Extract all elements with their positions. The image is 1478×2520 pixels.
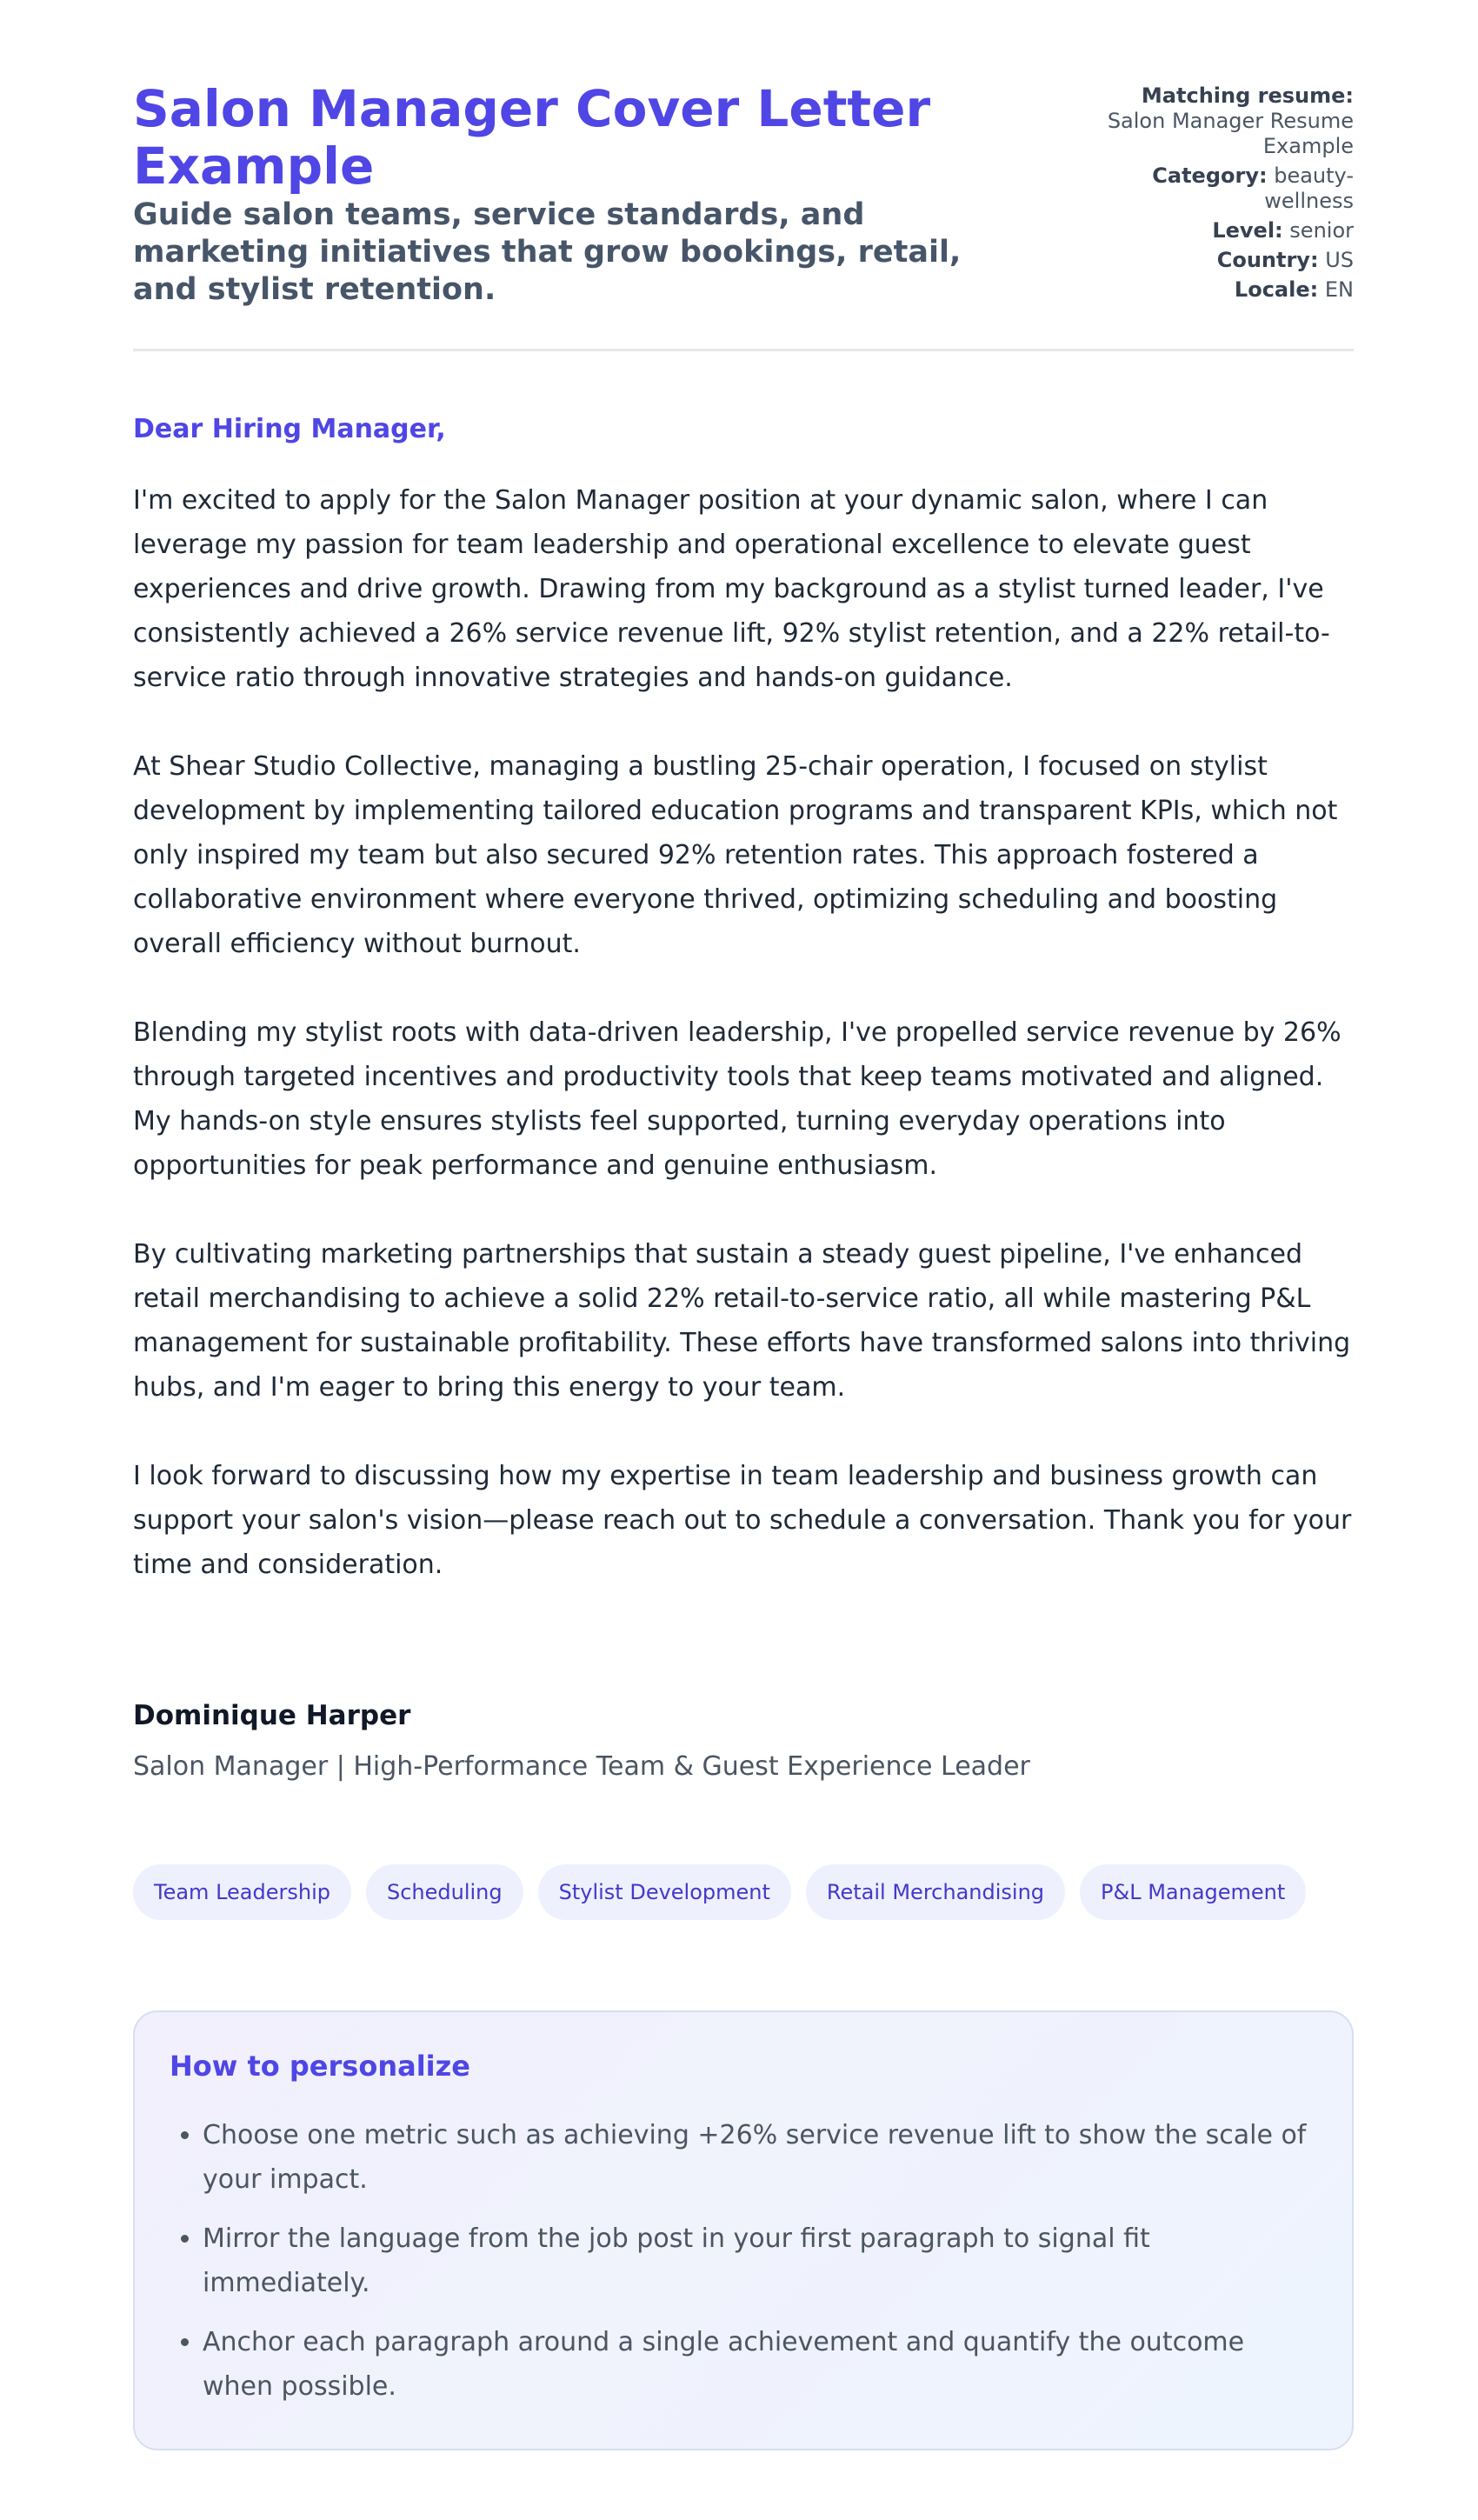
tip-item: • Anchor each paragraph around a single achievement and quantify the outcome when possible. <box>203 2320 1317 2409</box>
page-header <box>133 0 1354 351</box>
meta-level-value: senior <box>1289 218 1354 243</box>
meta-category <box>1067 163 1354 214</box>
meta-country <box>1067 248 1354 273</box>
meta-locale <box>1067 277 1354 303</box>
skill-tag: Team Leadership <box>133 1864 351 1920</box>
meta-category-label: Category: <box>1152 163 1268 188</box>
page-title: Salon Manager Cover Letter Example <box>133 79 931 196</box>
meta-category-value: beauty-wellness <box>1264 163 1354 213</box>
meta-panel <box>1067 83 1354 307</box>
skill-tag: P&L Management <box>1080 1864 1306 1920</box>
letter-paragraph: I look forward to discussing how my expertise in team leadership and business growth can support your salon's vision—please reach out to schedule a conversation. Thank you for your time and consideration. <box>133 1461 1352 1580</box>
meta-matching-resume <box>1067 83 1354 159</box>
meta-country-value: US <box>1325 248 1354 272</box>
meta-matching-resume-label: Matching resume: <box>1141 83 1354 108</box>
letter-paragraph: Blending my stylist roots with data-driven leadership, I've propelled service revenue by 26% through targeted incentives and productivity tools that keep teams motivated and aligned. My hands-on style ensures stylists feel supported, turning everyday operations into opportunities for peak performance and genuine enthusiasm. <box>133 1017 1342 1181</box>
meta-locale-label: Locale: <box>1234 277 1319 302</box>
skill-tag: Retail Merchandising <box>806 1864 1065 1920</box>
tips-title: How to personalize <box>170 2050 470 2083</box>
meta-level-label: Level: <box>1212 218 1283 243</box>
meta-locale-value: EN <box>1324 277 1354 302</box>
skill-tag: Stylist Development <box>538 1864 791 1920</box>
letter-greeting: Dear Hiring Manager, <box>133 414 446 444</box>
signature-name: Dominique Harper <box>133 1700 411 1731</box>
skill-tags <box>133 1864 1306 1920</box>
signature-title: Salon Manager | High-Performance Team & Guest Experience Leader <box>133 1751 1030 1782</box>
meta-level <box>1067 218 1354 243</box>
letter-body <box>133 478 1354 1631</box>
letter-paragraph: At Shear Studio Collective, managing a bustling 25-chair operation, I focused on stylist development by implementing tailored education programs and transparent KPIs, which not only inspired my team but also secured 92% retention rates. This approach fostered a collaborative environment where everyone thrived, optimizing scheduling and boosting overall efficiency without burnout. <box>133 751 1338 959</box>
letter-paragraph: I'm excited to apply for the Salon Manager position at your dynamic salon, where I can leverage my passion for team leadership and operational excellence to elevate guest experiences and drive growth. Drawing from my background as a stylist turned leader, I've consistently achieved a 26% service revenue lift, 92% stylist retention, and a 22% retail-to-service ratio through innovative strategies and hands-on guidance. <box>133 485 1330 693</box>
meta-country-label: Country: <box>1216 248 1319 272</box>
meta-matching-resume-value: Salon Manager Resume Example <box>1107 109 1354 158</box>
personalize-tips-card <box>133 2010 1354 2450</box>
letter-paragraph: By cultivating marketing partnerships that sustain a steady guest pipeline, I've enhanced retail merchandising to achieve a solid 22% retail-to-service ratio, all while mastering P&L management for sustainable profitability. These efforts have transformed salons into thriving hubs, and I'm eager to bring this energy to your team. <box>133 1239 1351 1403</box>
content <box>133 0 1354 2402</box>
page-subtitle: Guide salon teams, service standards, and marketing initiatives that grow bookings, retail, and stylist retention. <box>133 197 962 307</box>
tip-item: • Choose one metric such as achieving +26% service revenue lift to show the scale of your impact. <box>203 2113 1317 2202</box>
tip-item: • Mirror the language from the job post in your first paragraph to signal fit immediately. <box>203 2217 1317 2305</box>
skill-tag: Scheduling <box>366 1864 523 1920</box>
tips-list <box>170 2113 1317 2409</box>
